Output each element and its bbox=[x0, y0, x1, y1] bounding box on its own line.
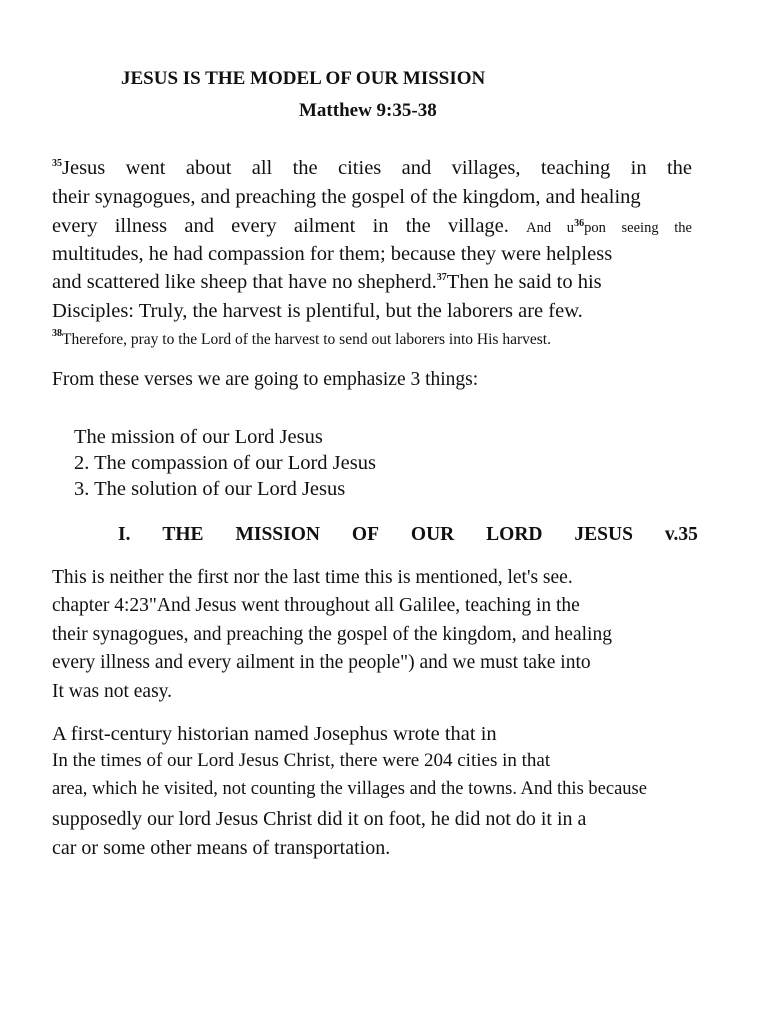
paragraph-line: It was not easy. bbox=[52, 681, 173, 702]
paragraph-line: every illness and every ailment in the people") and we must take into bbox=[52, 652, 591, 673]
page-title: JESUS IS THE MODEL OF OUR MISSION bbox=[121, 68, 486, 89]
paragraph-line: area, which he visited, not counting the villages and the towns. And this because bbox=[52, 779, 647, 799]
paragraph-line: car or some other means of transportation. bbox=[52, 837, 391, 859]
paragraph-line: chapter 4:23"And Jesus went throughout all Galilee, teaching in the bbox=[52, 595, 580, 616]
section-heading: I. THE MISSION OF OUR LORD JESUS v.35 bbox=[118, 524, 698, 545]
point-item: 3. The solution of our Lord Jesus bbox=[74, 478, 346, 500]
verse-number: 35 bbox=[52, 158, 62, 170]
paragraph-line: A first-century historian named Josephus wrote that in bbox=[52, 723, 497, 745]
intro-text: From these verses we are going to emphasize 3 things: bbox=[52, 369, 479, 390]
verse-number: 36 bbox=[574, 218, 585, 230]
scripture-line: $^{35}$Jesus went about all the cities and villages, teaching in the bbox=[52, 157, 692, 179]
verse-number: 38 bbox=[52, 328, 62, 340]
scripture-reference: Matthew 9:35-38 bbox=[299, 100, 437, 121]
point-item: The mission of our Lord Jesus bbox=[74, 426, 323, 448]
scripture-line: every illness and every ailment in the village. And $u^{36}pon$ seeing the bbox=[52, 215, 692, 237]
scripture-line: and scattered like sheep that have no shepherd.$^{37}$Then he said to his bbox=[52, 271, 602, 293]
verse-number: 37 bbox=[436, 272, 447, 284]
paragraph-line: In the times of our Lord Jesus Christ, there were 204 cities in that bbox=[52, 750, 551, 771]
scripture-line: multitudes, he had compassion for them; because they were helpless bbox=[52, 243, 613, 265]
paragraph-line: This is neither the first nor the last time this is mentioned, let's see. bbox=[52, 567, 573, 588]
paragraph-line: supposedly our lord Jesus Christ did it on foot, he did not do it in a bbox=[52, 808, 587, 830]
scripture-line: $^{38}$Therefore, pray to the Lord of the harvest to send out laborers into His harvest. bbox=[52, 328, 551, 348]
scripture-line: their synagogues, and preaching the gospel of the kingdom, and healing bbox=[52, 186, 641, 208]
paragraph-line: their synagogues, and preaching the gospel of the kingdom, and healing bbox=[52, 624, 612, 645]
scripture-line: Disciples: Truly, the harvest is plentiful, but the laborers are few. bbox=[52, 300, 583, 322]
point-item: 2. The compassion of our Lord Jesus bbox=[74, 452, 376, 474]
